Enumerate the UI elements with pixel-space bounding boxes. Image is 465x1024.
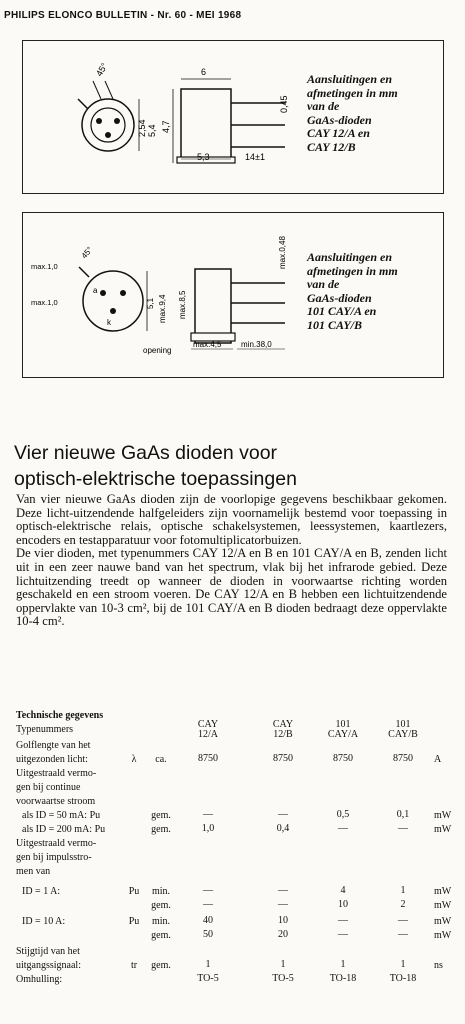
tech-cell: — bbox=[203, 809, 213, 820]
fig2-dim-min380: min.38,0 bbox=[241, 340, 272, 349]
tech-cell: 1 bbox=[400, 885, 406, 896]
tech-cell: 1 bbox=[400, 959, 406, 970]
tech-row-unit: mW bbox=[434, 810, 452, 821]
tech-cell: 2 bbox=[400, 899, 406, 910]
fig1-dim-53: 5,3 bbox=[197, 152, 210, 162]
tech-row-label: Golflengte van het bbox=[16, 740, 91, 751]
fig1-caption-line: van de bbox=[307, 99, 340, 113]
fig2-caption-line: 101 CAY/B bbox=[307, 317, 363, 332]
fig2-dim-max048: max.0,48 bbox=[278, 236, 287, 269]
tech-row-unit: A bbox=[434, 754, 442, 765]
tech-cell: 40 bbox=[203, 915, 213, 926]
tech-row-label: gen bij continue bbox=[16, 782, 81, 793]
tech-row-qualifier: ca. bbox=[155, 754, 167, 765]
tech-row bbox=[16, 930, 456, 943]
tech-cell: — bbox=[203, 885, 213, 896]
tech-row-label: uitgezonden licht: bbox=[16, 754, 88, 765]
tech-row-symbol: tr bbox=[130, 960, 138, 971]
tech-row-symbol: λ bbox=[131, 754, 137, 765]
fig1-caption-line: Aansluitingen en bbox=[307, 72, 393, 86]
figure-cay12 bbox=[22, 40, 444, 194]
tech-row-label: Stijgtijd van het bbox=[16, 946, 80, 957]
tech-row bbox=[16, 768, 456, 781]
tech-row bbox=[16, 838, 456, 851]
tech-cell: 101 CAY/B bbox=[388, 719, 418, 740]
fig1-dim-54: 5,4 bbox=[147, 124, 157, 137]
tech-row-label: gen bij impulsstro- bbox=[16, 852, 92, 863]
tech-row-unit: mW bbox=[434, 930, 452, 941]
fig2-caption-line: van de bbox=[307, 277, 340, 291]
tech-row-label: Omhulling: bbox=[16, 974, 63, 985]
tech-cell: — bbox=[338, 929, 348, 940]
tech-cell: 8750 bbox=[393, 753, 413, 764]
fig2-caption-line: 101 CAY/A en bbox=[307, 304, 377, 318]
tech-row-qualifier: gem. bbox=[151, 810, 171, 821]
tech-row-qualifier: gem. bbox=[151, 824, 171, 835]
tech-cell: 1 bbox=[340, 959, 346, 970]
tech-cell: CAY 12/A bbox=[197, 719, 219, 740]
tech-row bbox=[16, 740, 456, 753]
figure-101cay bbox=[22, 212, 444, 378]
tech-row-qualifier: gem. bbox=[151, 930, 171, 941]
tech-row bbox=[16, 754, 456, 767]
fig2-dim-max10-b: max.1,0 bbox=[31, 298, 58, 307]
tech-cell: 8750 bbox=[198, 753, 218, 764]
fig2-pin-k: k bbox=[107, 318, 111, 327]
fig1-dim-47: 4,7 bbox=[161, 120, 171, 133]
tech-row-unit: mW bbox=[434, 916, 452, 927]
tech-cell: — bbox=[278, 885, 288, 896]
tech-row bbox=[16, 810, 456, 823]
article-paragraph: De vier dioden, met typenummers CAY 12/A en B en 101 CAY/A en B, zenden licht uit in een zeer nauwe band van het spectrum, vlak bij het infrarode gebied. Deze lichtuitzending treedt op wanneer de dioden in voorwaartse richting worden geschakeld en een stroom voeren. De CAY 12/A en B hebben een lichtuitzendende oppervlakte van 10-3 cm², bij de 101 CAY/A en B dioden bedraagt deze oppervlakte 10-4 cm². bbox=[16, 546, 447, 629]
tech-cell: 1,0 bbox=[201, 823, 215, 834]
tech-cell: 10 bbox=[278, 915, 288, 926]
tech-cell: — bbox=[398, 915, 408, 926]
tech-row bbox=[16, 916, 456, 929]
tech-cell: 20 bbox=[278, 929, 288, 940]
tech-row-label: ID = 1 A: bbox=[22, 886, 61, 897]
tech-cell: 101 CAY/A bbox=[327, 719, 359, 740]
tech-cell: 1 bbox=[205, 959, 211, 970]
tech-cell: — bbox=[398, 929, 408, 940]
tech-cell: TO-18 bbox=[329, 973, 357, 984]
tech-row-label: voorwaartse stroom bbox=[16, 796, 96, 807]
fig1-caption-line: CAY 12/A en bbox=[307, 126, 370, 140]
tech-row bbox=[16, 886, 456, 899]
tech-row-label: als ID = 50 mA: Pu bbox=[22, 810, 101, 821]
fig2-opening-label: opening bbox=[143, 346, 172, 355]
tech-row bbox=[16, 960, 456, 973]
tech-row-label: men van bbox=[16, 866, 51, 877]
tech-row bbox=[16, 796, 456, 809]
fig2-caption-line: Aansluitingen en bbox=[307, 250, 393, 264]
fig2-caption-line: afmetingen in mm bbox=[307, 263, 398, 278]
tech-cell: TO-18 bbox=[389, 973, 417, 984]
tech-cell: — bbox=[278, 899, 288, 910]
tech-cell: 10 bbox=[338, 899, 348, 910]
tech-row bbox=[16, 974, 456, 987]
tech-row-label: Uitgestraald vermo- bbox=[16, 838, 97, 849]
tech-row-qualifier: min. bbox=[151, 886, 171, 897]
fig2-caption bbox=[307, 251, 398, 332]
tech-row bbox=[16, 824, 456, 837]
tech-row-unit: ns bbox=[434, 960, 443, 971]
tech-row-label: als ID = 200 mA: Pu bbox=[22, 824, 106, 835]
tech-cell: 1 bbox=[280, 959, 286, 970]
tech-cell: 4 bbox=[340, 885, 346, 896]
tech-cell: — bbox=[338, 823, 348, 834]
tech-cell: 0,4 bbox=[276, 823, 290, 834]
fig1-angle-label: 45° bbox=[94, 61, 110, 78]
tech-row-label: Typenummers bbox=[16, 724, 74, 735]
fig2-caption-line: GaAs-dioden bbox=[307, 290, 372, 305]
tech-cell: 0,1 bbox=[396, 809, 410, 820]
tech-row bbox=[16, 852, 456, 865]
tech-cell: TO-5 bbox=[197, 973, 219, 984]
tech-heading: Technische gegevens bbox=[16, 710, 104, 721]
tech-cell: 8750 bbox=[273, 753, 293, 764]
fig2-angle-label: 45° bbox=[79, 245, 95, 261]
tech-row-symbol: Pu bbox=[128, 916, 140, 927]
fig2-dim-max94: max.9,4 bbox=[158, 294, 167, 323]
fig1-caption-line: GaAs-dioden bbox=[307, 112, 372, 127]
bulletin-header: PHILIPS ELONCO BULLETIN - Nr. 60 - MEI 1968 bbox=[4, 10, 242, 21]
fig2-dim-51: 5,1 bbox=[146, 297, 155, 309]
tech-cell: 50 bbox=[203, 929, 213, 940]
tech-cell: — bbox=[338, 915, 348, 926]
tech-cell: — bbox=[278, 809, 288, 820]
tech-cell: — bbox=[398, 823, 408, 834]
article-title-line: Vier nieuwe GaAs dioden voor bbox=[14, 442, 278, 464]
tech-row bbox=[16, 946, 456, 959]
fig1-dim-254: 2,54 bbox=[137, 119, 147, 137]
fig2-dim-max10-a: max.1,0 bbox=[31, 262, 58, 271]
fig1-caption bbox=[307, 73, 398, 154]
article-paragraph: Van vier nieuwe GaAs dioden zijn de voorlopige gegevens beschikbaar gekomen. Deze licht-uitzendende halfgeleiders zijn voornamelijk bestemd voor toepassing in optisch-elektrische relais, optische schakelsystemen, leessystemen, kaartlezers, encoders en testapparatuur voor fotomultiplicatorbuizen. bbox=[16, 492, 447, 547]
tech-cell: 8750 bbox=[333, 753, 353, 764]
article-title-line: optisch-elektrische toepassingen bbox=[14, 468, 297, 490]
tech-row bbox=[16, 782, 456, 795]
fig1-dim-6: 6 bbox=[201, 67, 207, 77]
tech-row-unit: mW bbox=[434, 824, 452, 835]
tech-cell: 0,5 bbox=[336, 809, 350, 820]
article-title bbox=[14, 440, 297, 492]
fig1-caption-line: afmetingen in mm bbox=[307, 85, 398, 100]
tech-cell: — bbox=[203, 899, 213, 910]
tech-row-qualifier: min. bbox=[151, 916, 171, 927]
tech-row-symbol: Pu bbox=[128, 886, 140, 897]
tech-cell: TO-5 bbox=[272, 973, 294, 984]
fig1-caption-line: CAY 12/B bbox=[307, 139, 356, 154]
tech-row-label: uitgangssignaal: bbox=[16, 960, 81, 971]
tech-row-label: Uitgestraald vermo- bbox=[16, 768, 97, 779]
fig1-dim-14: 14±1 bbox=[245, 152, 265, 162]
tech-row-label: ID = 10 A: bbox=[22, 916, 66, 927]
tech-row-unit: mW bbox=[434, 886, 452, 897]
tech-row bbox=[16, 900, 456, 913]
tech-row bbox=[16, 719, 456, 740]
fig2-dim-max85: max.8,5 bbox=[178, 290, 187, 319]
tech-row bbox=[16, 866, 456, 879]
fig1-dim-045: 0,45 bbox=[279, 95, 289, 113]
tech-cell: CAY 12/B bbox=[272, 719, 294, 740]
article-body bbox=[16, 493, 447, 629]
fig2-pin-a: a bbox=[93, 286, 98, 295]
tech-row-unit: mW bbox=[434, 900, 452, 911]
fig2-dim-max45: max.4,5 bbox=[193, 340, 222, 349]
tech-row-qualifier: gem. bbox=[151, 960, 171, 971]
tech-row-qualifier: gem. bbox=[151, 900, 171, 911]
